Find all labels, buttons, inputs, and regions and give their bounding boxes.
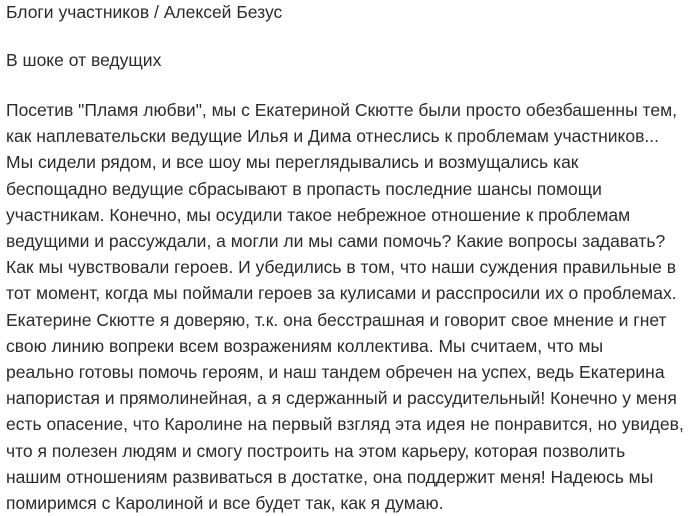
breadcrumb-section-link[interactable]: Блоги участников <box>6 2 150 22</box>
body-line: помиримся с Каролиной и все будет так, как я думаю. <box>6 493 444 514</box>
body-line: тот момент, когда мы поймали героев за кулисами и расспросили их о проблемах. <box>6 283 677 304</box>
post-title: В шоке от ведущих <box>6 50 162 70</box>
body-line: участникам. Конечно, мы осудили такое небрежное отношение к проблемам <box>6 204 631 225</box>
body-line: Посетив "Пламя любви", мы с Екатериной Скютте были просто обезбашенны тем, <box>6 100 677 120</box>
body-line: свою линию вопреки всем возражениям коллектива. Мы считаем, что мы <box>6 335 604 356</box>
body-line: что я полезен людям и смогу построить на этом карьеру, которая позволить <box>6 440 626 461</box>
body-line: напористая и прямолинейная, а я сдержанный и рассудительный! Конечно у меня <box>6 388 677 409</box>
post-body <box>6 97 699 516</box>
body-line: реально готовы помочь героям, и наш тандем обречен на успех, ведь Екатерина <box>6 362 665 383</box>
body-line: ведущими и рассуждали, а могли ли мы сами помочь? Какие вопросы задавать? <box>6 231 666 252</box>
body-line: нашим отношениям развиваться в достатке, она поддержит меня! Надеюсь мы <box>6 466 654 487</box>
body-line: Мы сидели рядом, и все шоу мы переглядывались и возмущались как <box>6 152 579 173</box>
breadcrumb <box>6 1 699 23</box>
body-line: беспощадно ведущие сбрасывают в пропасть последние шансы помощи <box>6 178 602 199</box>
body-line: как наплевательски ведущие Илья и Дима отнеслись к проблемам участников... <box>6 126 660 147</box>
body-line: Екатерине Скютте я доверяю, т.к. она бесстрашная и говорит свое мнение и гнет <box>6 309 667 330</box>
body-line: Как мы чувствовали героев. И убедились в том, что наши суждения правильные в <box>6 257 677 278</box>
breadcrumb-separator: / <box>149 2 164 22</box>
body-line: есть опасение, что Каролине на первый взгляд эта идея не понравится, но увидев, <box>6 414 684 435</box>
breadcrumb-author-link[interactable]: Алексей Безус <box>163 2 283 22</box>
